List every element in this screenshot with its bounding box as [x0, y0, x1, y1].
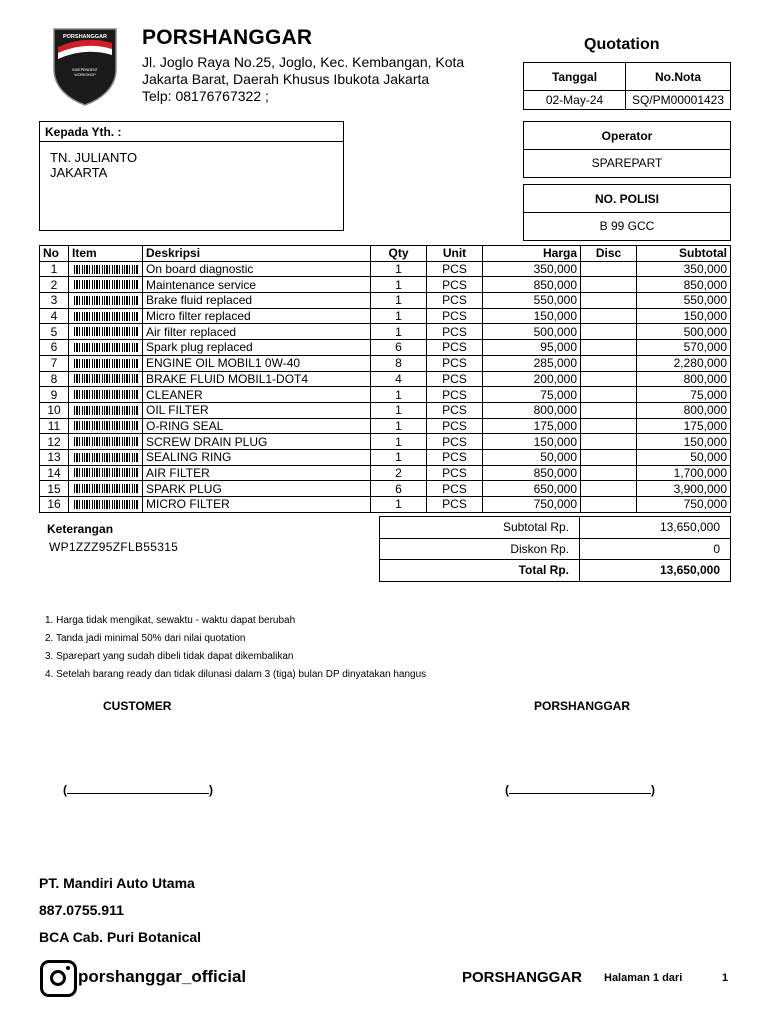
barcode-icon	[74, 280, 138, 289]
row-qty: 1	[371, 324, 427, 340]
row-no: 16	[40, 497, 69, 513]
row-barcode	[69, 418, 143, 434]
row-disc	[581, 402, 637, 418]
barcode-icon	[74, 421, 138, 430]
col-deskripsi: Deskripsi	[143, 246, 371, 262]
row-unit: PCS	[427, 449, 483, 465]
subtotal-value: 13,650,000	[580, 517, 731, 539]
total-label: Total Rp.	[380, 560, 580, 582]
row-unit: PCS	[427, 497, 483, 513]
row-unit: PCS	[427, 261, 483, 277]
row-subtotal: 800,000	[637, 402, 731, 418]
instagram-handle: porshanggar_official	[78, 967, 247, 986]
operator-box	[523, 121, 731, 178]
row-disc	[581, 261, 637, 277]
row-no: 4	[40, 308, 69, 324]
polisi-box	[523, 184, 731, 241]
recipient-name: TN. JULIANTO	[50, 150, 138, 165]
row-qty: 6	[371, 481, 427, 497]
row-subtotal: 175,000	[637, 418, 731, 434]
keterangan-label: Keterangan	[47, 522, 114, 536]
table-row	[40, 324, 731, 340]
keterangan-value: WP1ZZZ95ZFLB55315	[49, 540, 179, 554]
row-description: Micro filter replaced	[143, 308, 371, 324]
row-qty: 8	[371, 355, 427, 371]
total-value: 13,650,000	[580, 560, 731, 582]
row-description: Maintenance service	[143, 277, 371, 293]
row-no: 2	[40, 277, 69, 293]
term-item: 1. Harga tidak mengikat, sewaktu - waktu dapat berubah	[45, 615, 296, 626]
row-qty: 1	[371, 449, 427, 465]
table-row	[40, 308, 731, 324]
row-description: SCREW DRAIN PLUG	[143, 434, 371, 450]
row-harga: 50,000	[483, 449, 581, 465]
terms-list	[45, 612, 426, 684]
company-signature-line: ( )	[505, 783, 655, 797]
row-description: CLEANER	[143, 387, 371, 403]
row-disc	[581, 481, 637, 497]
table-row	[40, 402, 731, 418]
nota-value: SQ/PM00001423	[626, 91, 731, 110]
row-subtotal: 50,000	[637, 449, 731, 465]
row-subtotal: 150,000	[637, 434, 731, 450]
barcode-icon	[74, 484, 138, 493]
row-barcode	[69, 465, 143, 481]
page-label: Halaman 1 dari	[604, 972, 683, 984]
row-disc	[581, 418, 637, 434]
col-item: Item	[69, 246, 143, 262]
row-harga: 285,000	[483, 355, 581, 371]
barcode-icon	[74, 390, 138, 399]
items-header-row	[40, 246, 731, 262]
instagram-icon	[40, 960, 77, 997]
row-no: 15	[40, 481, 69, 497]
row-subtotal: 850,000	[637, 277, 731, 293]
row-disc	[581, 340, 637, 356]
table-row	[40, 261, 731, 277]
row-disc	[581, 293, 637, 309]
row-disc	[581, 465, 637, 481]
row-disc	[581, 371, 637, 387]
items-table	[39, 245, 731, 513]
row-unit: PCS	[427, 402, 483, 418]
company-address	[142, 54, 502, 105]
row-unit: PCS	[427, 465, 483, 481]
col-harga: Harga	[483, 246, 581, 262]
row-qty: 4	[371, 371, 427, 387]
row-qty: 2	[371, 465, 427, 481]
row-subtotal: 550,000	[637, 293, 731, 309]
row-barcode	[69, 387, 143, 403]
col-unit: Unit	[427, 246, 483, 262]
barcode-icon	[74, 374, 138, 383]
table-row	[40, 340, 731, 356]
row-description: SPARK PLUG	[143, 481, 371, 497]
diskon-label: Diskon Rp.	[380, 538, 580, 560]
row-disc	[581, 324, 637, 340]
table-row	[40, 449, 731, 465]
row-no: 1	[40, 261, 69, 277]
logo-top-text: PORSHANGGAR	[62, 34, 108, 40]
row-barcode	[69, 449, 143, 465]
row-qty: 1	[371, 418, 427, 434]
row-unit: PCS	[427, 355, 483, 371]
term-item: 2. Tanda jadi minimal 50% dari nilai quotation	[45, 633, 246, 644]
col-disc: Disc	[581, 246, 637, 262]
row-harga: 75,000	[483, 387, 581, 403]
document-title: Quotation	[584, 36, 660, 53]
row-harga: 95,000	[483, 340, 581, 356]
tanggal-value: 02-May-24	[524, 91, 626, 110]
row-subtotal: 75,000	[637, 387, 731, 403]
recipient-city: JAKARTA	[50, 165, 108, 180]
row-disc	[581, 497, 637, 513]
row-description: On board diagnostic	[143, 261, 371, 277]
row-qty: 1	[371, 277, 427, 293]
row-no: 5	[40, 324, 69, 340]
row-description: SEALING RING	[143, 449, 371, 465]
totals-table	[379, 516, 731, 582]
row-unit: PCS	[427, 324, 483, 340]
row-no: 9	[40, 387, 69, 403]
term-item: 3. Sparepart yang sudah dibeli tidak dapat dikembalikan	[45, 651, 294, 662]
company-signature-label: PORSHANGGAR	[534, 699, 631, 713]
barcode-icon	[74, 437, 138, 446]
row-qty: 1	[371, 434, 427, 450]
barcode-icon	[74, 312, 138, 321]
row-harga: 750,000	[483, 497, 581, 513]
row-barcode	[69, 402, 143, 418]
tanggal-label: Tanggal	[524, 63, 626, 91]
row-subtotal: 150,000	[637, 308, 731, 324]
row-harga: 350,000	[483, 261, 581, 277]
term-item: 4. Setelah barang ready dan tidak dilunasi dalam 3 (tiga) bulan DP dinyatakan hangus	[45, 669, 427, 680]
bank-account: 887.0755.911	[39, 902, 124, 918]
row-harga: 850,000	[483, 277, 581, 293]
row-qty: 1	[371, 261, 427, 277]
row-subtotal: 350,000	[637, 261, 731, 277]
footer-company: PORSHANGGAR	[462, 969, 583, 986]
row-no: 6	[40, 340, 69, 356]
table-row	[40, 387, 731, 403]
operator-value: SPAREPART	[591, 156, 663, 170]
barcode-icon	[74, 406, 138, 415]
barcode-icon	[74, 265, 138, 274]
row-barcode	[69, 497, 143, 513]
row-unit: PCS	[427, 340, 483, 356]
customer-signature-line: ( )	[63, 783, 213, 797]
row-qty: 1	[371, 308, 427, 324]
company-phone: Telp: 08176767322 ;	[142, 88, 269, 104]
row-unit: PCS	[427, 277, 483, 293]
barcode-icon	[74, 327, 138, 336]
row-qty: 1	[371, 497, 427, 513]
row-qty: 1	[371, 387, 427, 403]
col-qty: Qty	[371, 246, 427, 262]
table-row	[40, 355, 731, 371]
row-no: 14	[40, 465, 69, 481]
barcode-icon	[74, 453, 138, 462]
row-barcode	[69, 261, 143, 277]
table-row	[40, 465, 731, 481]
diskon-value: 0	[580, 538, 731, 560]
bank-branch: BCA Cab. Puri Botanical	[39, 929, 202, 945]
row-harga: 150,000	[483, 434, 581, 450]
row-barcode	[69, 324, 143, 340]
row-no: 3	[40, 293, 69, 309]
row-disc	[581, 308, 637, 324]
row-qty: 6	[371, 340, 427, 356]
row-subtotal: 500,000	[637, 324, 731, 340]
page-total: 1	[722, 972, 729, 984]
row-no: 11	[40, 418, 69, 434]
table-row	[40, 293, 731, 309]
customer-signature-label: CUSTOMER	[103, 699, 172, 713]
barcode-icon	[74, 359, 138, 368]
row-description: OIL FILTER	[143, 402, 371, 418]
row-barcode	[69, 371, 143, 387]
row-barcode	[69, 340, 143, 356]
row-subtotal: 750,000	[637, 497, 731, 513]
row-barcode	[69, 293, 143, 309]
row-no: 8	[40, 371, 69, 387]
table-row	[40, 277, 731, 293]
row-harga: 175,000	[483, 418, 581, 434]
row-no: 13	[40, 449, 69, 465]
table-row	[40, 497, 731, 513]
row-description: O-RING SEAL	[143, 418, 371, 434]
table-row	[40, 371, 731, 387]
row-no: 10	[40, 402, 69, 418]
row-no: 12	[40, 434, 69, 450]
row-subtotal: 1,700,000	[637, 465, 731, 481]
operator-label: Operator	[524, 122, 730, 150]
recipient-label: Kepada Yth. :	[40, 122, 343, 142]
table-row	[40, 434, 731, 450]
company-logo	[50, 25, 120, 107]
row-barcode	[69, 355, 143, 371]
row-description: Brake fluid replaced	[143, 293, 371, 309]
row-subtotal: 570,000	[637, 340, 731, 356]
barcode-icon	[74, 468, 138, 477]
row-description: BRAKE FLUID MOBIL1-DOT4	[143, 371, 371, 387]
address-line-2: Jakarta Barat, Daerah Khusus Ibukota Jakarta	[142, 71, 430, 87]
row-barcode	[69, 308, 143, 324]
table-row	[40, 481, 731, 497]
col-no: No	[40, 246, 69, 262]
table-row	[40, 418, 731, 434]
barcode-icon	[74, 343, 138, 352]
row-disc	[581, 434, 637, 450]
row-harga: 850,000	[483, 465, 581, 481]
row-unit: PCS	[427, 371, 483, 387]
bank-company: PT. Mandiri Auto Utama	[39, 875, 195, 891]
row-unit: PCS	[427, 434, 483, 450]
subtotal-label: Subtotal Rp.	[380, 517, 580, 539]
row-unit: PCS	[427, 293, 483, 309]
row-harga: 550,000	[483, 293, 581, 309]
row-disc	[581, 387, 637, 403]
row-harga: 800,000	[483, 402, 581, 418]
row-description: MICRO FILTER	[143, 497, 371, 513]
row-description: ENGINE OIL MOBIL1 0W-40	[143, 355, 371, 371]
row-description: Air filter replaced	[143, 324, 371, 340]
row-description: AIR FILTER	[143, 465, 371, 481]
row-harga: 500,000	[483, 324, 581, 340]
recipient-box	[39, 121, 344, 231]
row-barcode	[69, 481, 143, 497]
barcode-icon	[74, 500, 138, 509]
row-harga: 200,000	[483, 371, 581, 387]
row-disc	[581, 277, 637, 293]
logo-sub1: INDEPENDENT	[72, 68, 98, 72]
row-qty: 1	[371, 402, 427, 418]
row-barcode	[69, 434, 143, 450]
row-disc	[581, 449, 637, 465]
row-no: 7	[40, 355, 69, 371]
nota-label: No.Nota	[626, 63, 731, 91]
row-unit: PCS	[427, 418, 483, 434]
logo-sub2: WORKSHOP	[74, 73, 96, 77]
row-disc	[581, 355, 637, 371]
row-unit: PCS	[427, 308, 483, 324]
row-barcode	[69, 277, 143, 293]
polisi-value: B 99 GCC	[599, 219, 655, 233]
row-qty: 1	[371, 293, 427, 309]
barcode-icon	[74, 296, 138, 305]
col-subtotal: Subtotal	[637, 246, 731, 262]
company-name: PORSHANGGAR	[142, 26, 313, 49]
address-line-1: Jl. Joglo Raya No.25, Joglo, Kec. Kembangan, Kota	[142, 54, 465, 70]
date-number-table	[523, 62, 731, 110]
row-unit: PCS	[427, 481, 483, 497]
row-harga: 150,000	[483, 308, 581, 324]
row-subtotal: 800,000	[637, 371, 731, 387]
row-description: Spark plug replaced	[143, 340, 371, 356]
polisi-label: NO. POLISI	[524, 185, 730, 213]
row-harga: 650,000	[483, 481, 581, 497]
row-subtotal: 3,900,000	[637, 481, 731, 497]
row-unit: PCS	[427, 387, 483, 403]
row-subtotal: 2,280,000	[637, 355, 731, 371]
